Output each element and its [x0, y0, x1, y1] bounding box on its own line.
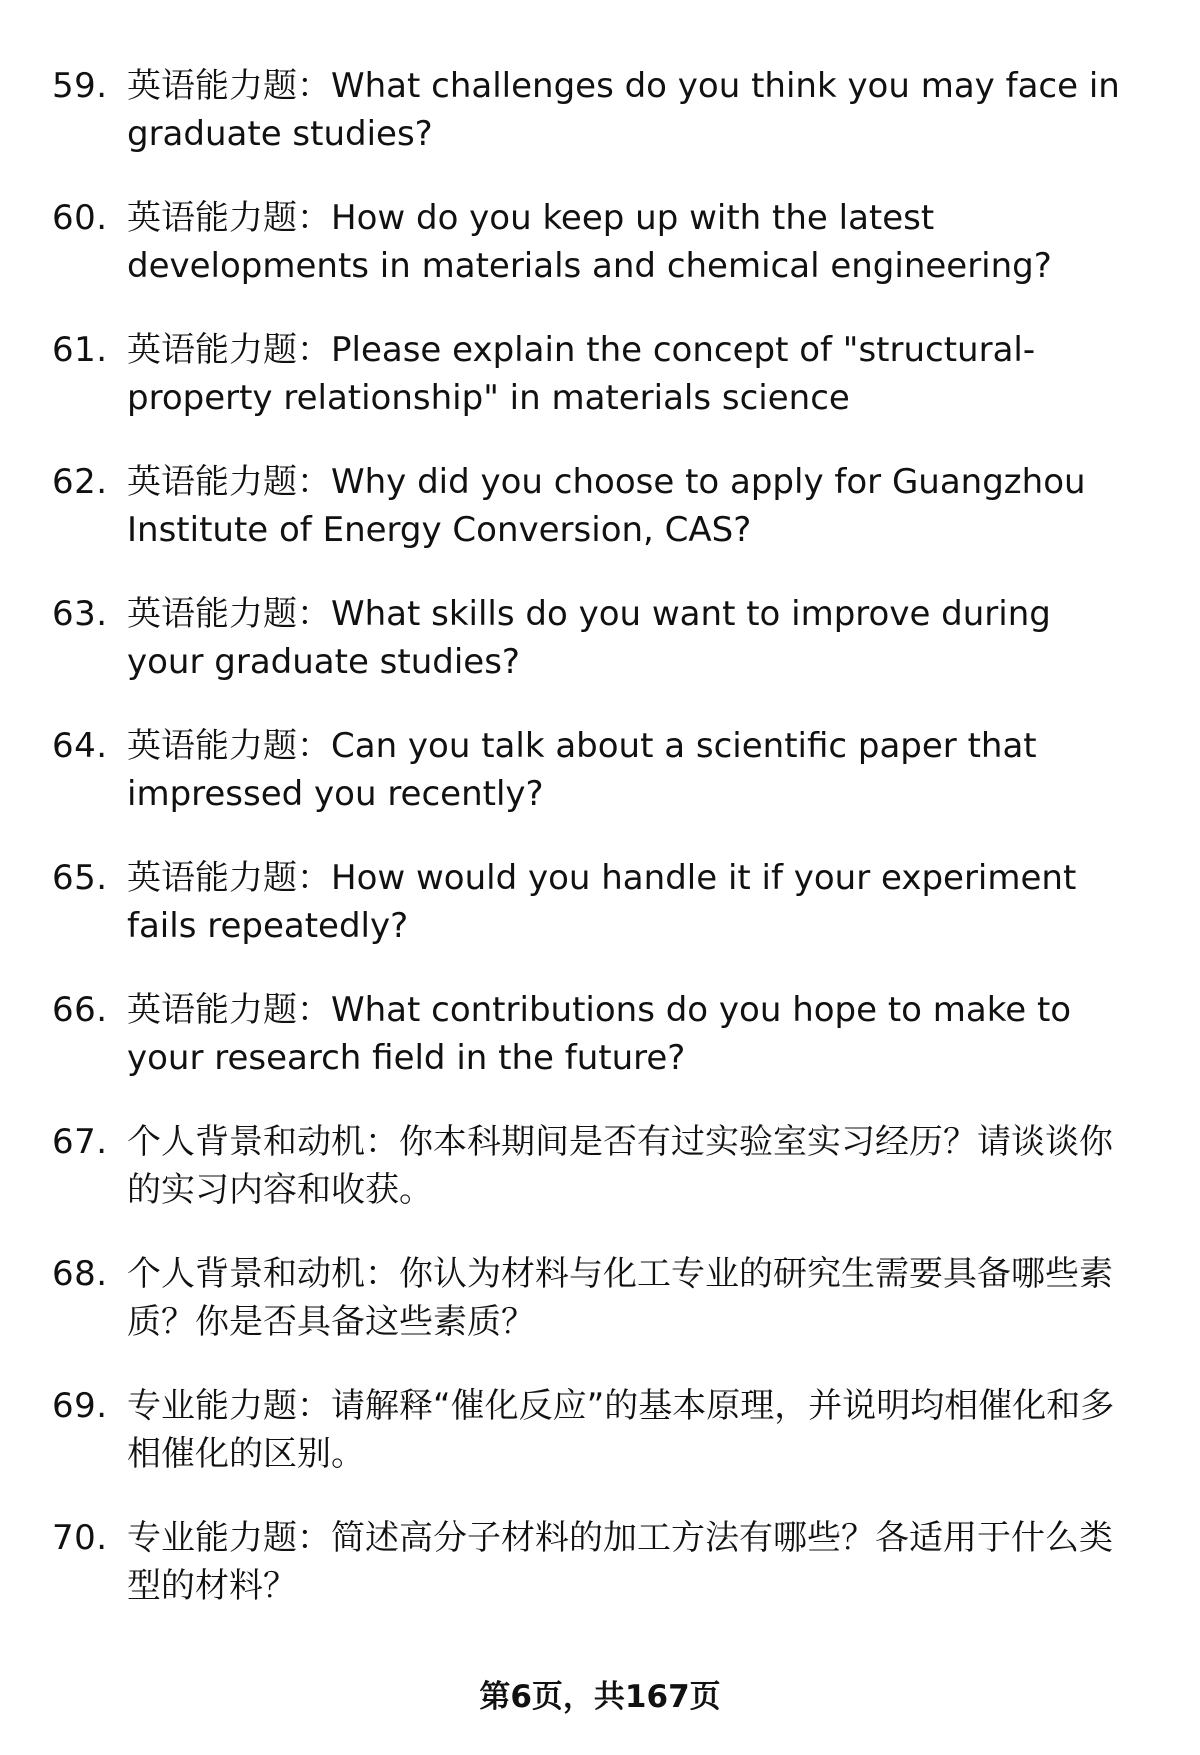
question-item	[52, 1250, 1142, 1382]
question-number: 63.	[52, 594, 108, 634]
question-number: 66.	[52, 990, 108, 1030]
question-item	[52, 62, 1142, 194]
question-item	[52, 722, 1142, 854]
question-number: 59.	[52, 66, 108, 106]
question-item	[52, 1118, 1142, 1250]
question-number: 69.	[52, 1386, 108, 1426]
question-number: 60.	[52, 198, 108, 238]
question-number: 68.	[52, 1254, 108, 1294]
question-list	[52, 62, 1142, 1646]
question-text: 英语能力题：Please explain the concept of "structural-property relationship" in materials science	[127, 330, 1036, 418]
question-item	[52, 854, 1142, 986]
question-text: 英语能力题：What contributions do you hope to make to your research field in the future?	[127, 990, 1072, 1078]
question-number: 62.	[52, 462, 108, 502]
question-text: 英语能力题：What challenges do you think you may face in graduate studies?	[127, 66, 1120, 154]
page-footer: 第6页，共167页	[479, 1679, 721, 1715]
question-text: 英语能力题：How do you keep up with the latest developments in materials and chemical engineering?	[127, 198, 1052, 286]
question-item	[52, 458, 1142, 590]
question-text: 个人背景和动机：你认为材料与化工专业的研究生需要具备哪些素质？你是否具备这些素质？	[127, 1254, 1113, 1342]
question-number: 61.	[52, 330, 108, 370]
question-item	[52, 986, 1142, 1118]
question-text: 英语能力题：Why did you choose to apply for Guangzhou Institute of Energy Conversion, CAS?	[127, 462, 1086, 550]
question-number: 67.	[52, 1122, 108, 1162]
question-text: 英语能力题：What skills do you want to improve during your graduate studies?	[127, 594, 1051, 682]
question-number: 70.	[52, 1518, 108, 1558]
question-number: 64.	[52, 726, 108, 766]
question-text: 专业能力题：请解释“催化反应”的基本原理，并说明均相催化和多相催化的区别。	[127, 1386, 1115, 1474]
question-text: 个人背景和动机：你本科期间是否有过实验室实习经历？请谈谈你的实习内容和收获。	[127, 1122, 1113, 1210]
question-text: 英语能力题：Can you talk about a scientific paper that impressed you recently?	[127, 726, 1037, 814]
question-text: 专业能力题：简述高分子材料的加工方法有哪些？各适用于什么类型的材料？	[127, 1518, 1113, 1606]
question-number: 65.	[52, 858, 108, 898]
question-item	[52, 1514, 1142, 1646]
question-item	[52, 1382, 1142, 1514]
question-item	[52, 194, 1142, 326]
question-item	[52, 590, 1142, 722]
question-text: 英语能力题：How would you handle it if your experiment fails repeatedly?	[127, 858, 1077, 946]
question-item	[52, 326, 1142, 458]
